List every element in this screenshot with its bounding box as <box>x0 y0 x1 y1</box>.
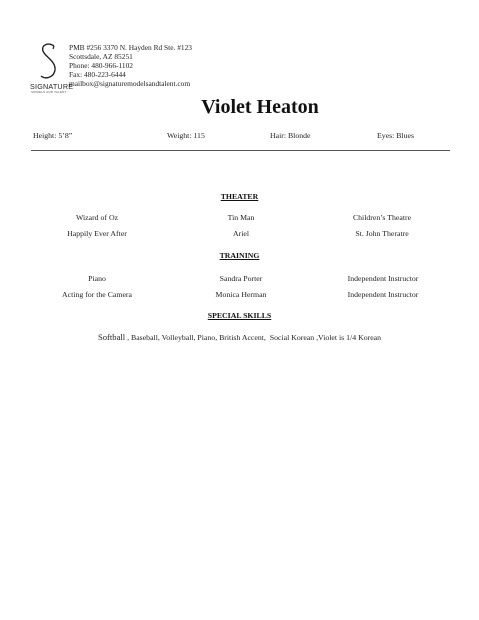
training-instructor: Sandra Porter <box>219 274 263 283</box>
agency-address-line1: PMB #256 3370 N. Hayden Rd Ste. #123 <box>69 43 192 52</box>
skill-rest: , Baseball, Volleyball, Piano, British Accent, Social Korean ,Violet is 1/4 Korean <box>125 333 382 342</box>
section-title-theater: THEATER <box>220 192 259 201</box>
training-subject: Piano <box>88 274 106 283</box>
agency-fax: Fax: 480-223-6444 <box>69 69 126 79</box>
stat-weight: Weight: 115 <box>167 131 205 140</box>
agency-address-line2: Scottsdale, AZ 85251 <box>69 51 133 61</box>
training-subject: Acting for the Camera <box>62 290 132 299</box>
agency-contact <box>69 44 192 89</box>
agency-phone: Phone: 480-966-1102 <box>69 60 133 70</box>
training-instructor: Monica Herman <box>215 290 267 299</box>
section-title-special-skills: SPECIAL SKILLS <box>207 311 272 320</box>
skill-first: Softball <box>97 332 126 342</box>
logo-tagline: MODELS AND TALENT <box>31 90 67 94</box>
training-type: Independent Instructor <box>347 290 419 299</box>
theater-company: Children’s Theatre <box>352 213 412 222</box>
stat-eyes: Eyes: Blues <box>377 131 415 140</box>
stat-height: Height: 5’8” <box>33 131 73 140</box>
theater-company: St. John Theratre <box>355 229 409 238</box>
training-type: Independent Instructor <box>347 274 419 283</box>
logo-wordmark: SIGNATURE <box>30 82 74 91</box>
theater-production: Happily Ever After <box>67 229 127 238</box>
section-title-training: TRAINING <box>219 251 260 260</box>
theater-role: Ariel <box>232 229 250 238</box>
special-skills-list <box>0 332 479 342</box>
theater-role: Tin Man <box>227 213 255 222</box>
stat-hair: Hair: Blonde <box>270 131 311 140</box>
theater-production: Wizard of Oz <box>75 213 119 222</box>
logo-s-mark <box>30 42 68 82</box>
agency-email: mailbox@signaturemodelsandtalent.com <box>69 78 191 88</box>
header-divider <box>31 150 450 151</box>
talent-name: Violet Heaton <box>201 96 319 118</box>
agency-logo <box>30 42 74 98</box>
